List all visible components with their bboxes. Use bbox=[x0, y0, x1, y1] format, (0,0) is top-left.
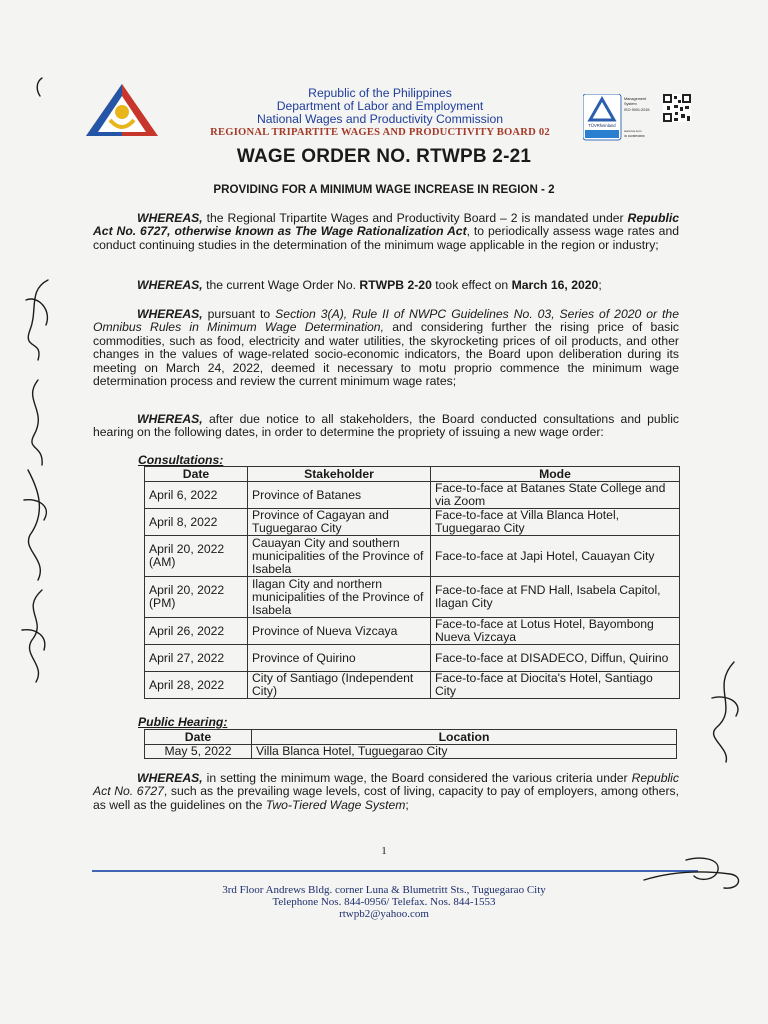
footer-address: 3rd Floor Andrews Bldg. corner Luna & Blumetritt Sts., Tuguegarao City bbox=[222, 884, 546, 896]
cell-mode: Face-to-face at DISADECO, Diffun, Quirino bbox=[431, 645, 680, 672]
column-header-date: Date bbox=[145, 467, 248, 482]
public-hearing-label: Public Hearing: bbox=[138, 715, 228, 729]
para-text: the current Wage Order No. bbox=[202, 278, 360, 292]
cell-date: April 28, 2022 bbox=[145, 672, 248, 699]
table-row bbox=[145, 645, 680, 672]
para-text: , such as the prevailing wage levels, cost of living, capacity to pay of employers, among others, as well as the guidelines on the bbox=[93, 784, 679, 812]
cert-label-system: System bbox=[624, 102, 637, 106]
header-commission: National Wages and Productivity Commission bbox=[256, 112, 504, 126]
paragraph-guidelines bbox=[93, 308, 679, 388]
page-number: 1 bbox=[381, 845, 387, 857]
column-header-stakeholder: Stakeholder bbox=[248, 467, 431, 482]
cert-label-iso: ISO 9001:2015 bbox=[624, 108, 650, 112]
cell-stakeholder: Province of Nueva Vizcaya bbox=[248, 618, 431, 645]
letterhead bbox=[200, 87, 560, 140]
cell-stakeholder: Cauayan City and southern municipalities of the Province of Isabela bbox=[248, 536, 431, 577]
whereas-lead: WHEREAS, bbox=[137, 771, 203, 785]
para-text: pursuant to bbox=[202, 307, 276, 321]
whereas-lead: WHEREAS, bbox=[137, 307, 203, 321]
footer-email: rtwpb2@yahoo.com bbox=[339, 908, 429, 920]
cell-mode: Face-to-face at Diocita's Hotel, Santiago City bbox=[431, 672, 680, 699]
whereas-lead: WHEREAS, bbox=[137, 211, 203, 225]
cell-date: April 6, 2022 bbox=[145, 482, 248, 509]
para-text: ; bbox=[405, 797, 409, 812]
header-board: REGIONAL TRIPARTITE WAGES AND PRODUCTIVITY BOARD 02 bbox=[210, 127, 550, 138]
effectivity-date: March 16, 2020 bbox=[511, 278, 599, 292]
iso-certification-badge bbox=[583, 94, 691, 146]
qr-code-icon bbox=[663, 94, 691, 122]
whereas-lead: WHEREAS, bbox=[137, 278, 203, 292]
cell-stakeholder: Province of Quirino bbox=[248, 645, 431, 672]
cell-date: April 20, 2022 (AM) bbox=[145, 536, 248, 577]
cell-date: May 5, 2022 bbox=[145, 745, 252, 759]
cell-location: Villa Blanca Hotel, Tuguegarao City bbox=[252, 745, 677, 759]
wage-order-reference: RTWPB 2-20 bbox=[359, 278, 432, 292]
document-subtitle: PROVIDING FOR A MINIMUM WAGE INCREASE IN REGION - 2 bbox=[213, 183, 555, 196]
para-text: the Regional Tripartite Wages and Productivity Board – 2 is mandated under bbox=[202, 211, 628, 225]
header-republic: Republic of the Philippines bbox=[308, 86, 452, 100]
table-header-row bbox=[145, 730, 677, 745]
system-reference: Two-Tiered Wage System bbox=[265, 797, 406, 812]
table-row bbox=[145, 618, 680, 645]
table-header-row bbox=[145, 467, 680, 482]
whereas-lead: WHEREAS, bbox=[137, 412, 203, 426]
para-text: , to periodically assess wage rates and conduct continuing studies in the determination of the minimum wage applicable in the region or industry; bbox=[93, 224, 679, 252]
cell-stakeholder: Province of Cagayan and Tuguegarao City bbox=[248, 509, 431, 536]
para-text: after due notice to all stakeholders, the Board conducted consultations and public hearing on the following dates, in order to determine the propriety of issuing a new wage order: bbox=[93, 412, 679, 440]
cell-date: April 26, 2022 bbox=[145, 618, 248, 645]
column-header-mode: Mode bbox=[431, 467, 680, 482]
header-department: Department of Labor and Employment bbox=[276, 99, 484, 113]
paragraph-mandate bbox=[93, 212, 679, 252]
cell-mode: Face-to-face at Japi Hotel, Cauayan City bbox=[431, 536, 680, 577]
table-row bbox=[145, 745, 677, 759]
footer-telephone: Telephone Nos. 844-0956/ Telefax. Nos. 844-1553 bbox=[272, 896, 496, 908]
cell-stakeholder: City of Santiago (Independent City) bbox=[248, 672, 431, 699]
table-row bbox=[145, 482, 680, 509]
left-margin-signatures-icon bbox=[8, 270, 70, 690]
table-row bbox=[145, 509, 680, 536]
cell-stakeholder: Ilagan City and northern municipalities of the Province of Isabela bbox=[248, 577, 431, 618]
consultations-table bbox=[144, 466, 680, 699]
dole-logo-icon bbox=[84, 82, 160, 138]
cert-label-id: ID 9108650689 bbox=[624, 134, 645, 138]
footer-divider bbox=[92, 870, 698, 872]
law-reference: Republic Act No. 6727, otherwise known as The Wage Rationalization Act bbox=[93, 211, 679, 239]
cell-mode: Face-to-face at Lotus Hotel, Bayombong Nueva Vizcaya bbox=[431, 618, 680, 645]
table-row bbox=[145, 577, 680, 618]
para-text: and considering further the rising price of basic commodities, such as food, electricity and water utilities, the skyrocketing prices of oil products, and other changes in the values of wage-related socio-economic indicators, the Board upon deliberation during its meeting on March 24, 2022, deemed it necessary to motu proprio commence the minimum wage determination process and review the current minimum wage rates; bbox=[93, 320, 679, 389]
cell-date: April 8, 2022 bbox=[145, 509, 248, 536]
cert-label-management: Management bbox=[624, 97, 647, 101]
public-hearing-table bbox=[144, 729, 677, 759]
para-text: took effect on bbox=[431, 278, 512, 292]
footer-signature-icon bbox=[640, 850, 750, 898]
paragraph-criteria bbox=[93, 772, 679, 812]
consultations-label: Consultations: bbox=[138, 453, 224, 467]
top-margin-mark-icon bbox=[30, 20, 50, 100]
column-header-location: Location bbox=[252, 730, 677, 745]
cell-mode: Face-to-face at Villa Blanca Hotel, Tuguegarao City bbox=[431, 509, 680, 536]
table-row bbox=[145, 536, 680, 577]
paragraph-consultations bbox=[93, 413, 679, 440]
cell-stakeholder: Province of Batanes bbox=[248, 482, 431, 509]
table-row bbox=[145, 672, 680, 699]
para-text: ; bbox=[598, 278, 602, 292]
cell-mode: Face-to-face at FND Hall, Isabela Capitol, Ilagan City bbox=[431, 577, 680, 618]
guidelines-reference: Section 3(A), Rule II of NWPC Guidelines No. 03, Series of 2020 or the Omnibus Rules in Minimum Wage Determination, bbox=[93, 307, 679, 335]
right-margin-signature-icon bbox=[700, 658, 752, 766]
para-text: in setting the minimum wage, the Board considered the various criteria under bbox=[202, 771, 632, 785]
cell-date: April 27, 2022 bbox=[145, 645, 248, 672]
column-header-date: Date bbox=[145, 730, 252, 745]
cert-brand-text: TÜVRheinland bbox=[588, 123, 616, 128]
cell-mode: Face-to-face at Batanes State College and via Zoom bbox=[431, 482, 680, 509]
paragraph-current-wage-order bbox=[93, 279, 679, 292]
document-title: WAGE ORDER NO. RTWPB 2-21 bbox=[236, 146, 532, 167]
law-reference: Republic Act No. 6727 bbox=[93, 771, 679, 799]
cell-date: April 20, 2022 (PM) bbox=[145, 577, 248, 618]
cert-label-url: www.tuv.com bbox=[624, 129, 642, 133]
